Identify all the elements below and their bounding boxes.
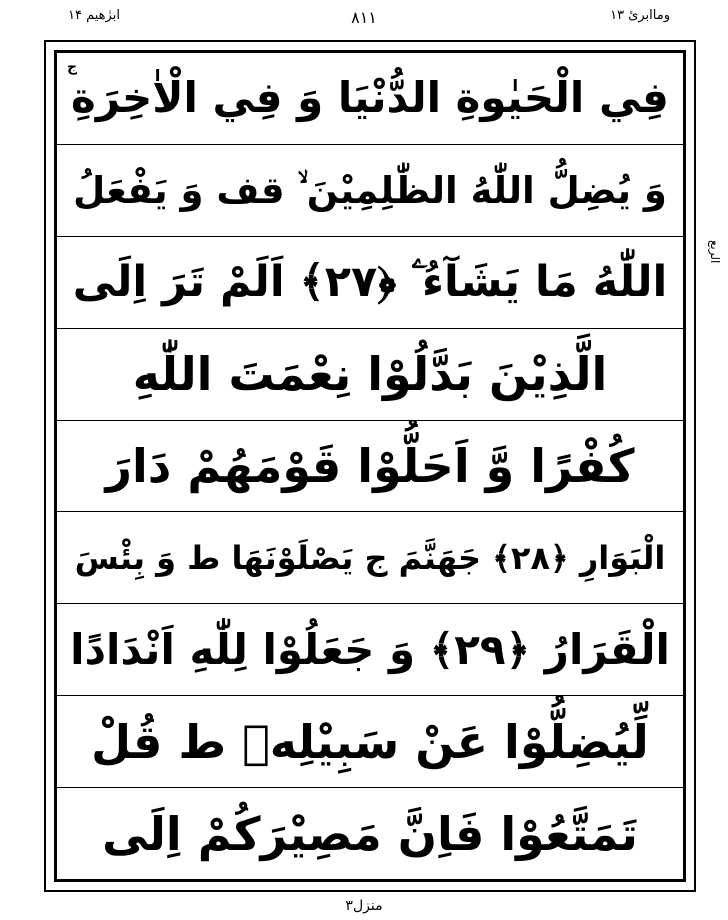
page-number: ۸۱۱	[351, 8, 377, 27]
juz-name-header: وماابرئ ١٣	[610, 8, 670, 23]
verse-line-text: كُفْرًا وَّ اَحَلُّوْا قَوْمَهُمْ دَارَ	[105, 439, 635, 493]
verse-line	[57, 696, 683, 788]
verse-line-text: اللّٰهُ مَا يَشَآءُ ۧ ﴿٢٧﴾ اَلَمْ تَرَ اِلَى	[72, 256, 668, 307]
text-frame	[54, 50, 686, 882]
verse-line-text: الَّذِيْنَ بَدَّلُوْا نِعْمَتَ اللّٰهِ	[132, 347, 608, 402]
verse-line-text: وَ يُضِلُّ اللّٰهُ الظّٰلِمِيْنَ ۙ قف وَ يَفْعَلُ	[73, 168, 667, 212]
verse-line	[57, 788, 683, 879]
page-border-outer	[44, 40, 696, 892]
verse-line	[57, 329, 683, 421]
verse-line	[57, 237, 683, 329]
verse-line-text: تَمَتَّعُوْا فَاِنَّ مَصِيْرَكُمْ اِلَى	[102, 806, 638, 861]
verse-line	[57, 604, 683, 696]
verse-line-text: الْبَوَارِ ﴿٢٨﴾ جَهَنَّمَ ج يَصْلَوْنَهَا ط وَ بِئْسَ	[74, 538, 666, 577]
verse-line	[57, 145, 683, 237]
manzil-footer: منزل٣	[345, 898, 383, 914]
verse-line	[57, 53, 683, 145]
verse-line-text: لِّيُضِلُّوْا عَنْ سَبِيْلِهٖ ط قُلْ	[91, 714, 649, 769]
surah-name-header: ابرٰهيم ١۴	[68, 8, 120, 23]
pause-mark: ج	[67, 59, 78, 75]
margin-note: الربع	[708, 240, 722, 264]
verse-line	[57, 421, 683, 513]
verse-line	[57, 512, 683, 604]
verse-line-text: الْقَرَارُ ﴿٢٩﴾ وَ جَعَلُوْا لِلّٰهِ اَنْدَادًا	[70, 624, 670, 674]
verse-line-text: فِي الْحَيٰوةِ الدُّنْيَا وَ فِي الْاٰخِرَةِ	[71, 73, 669, 123]
